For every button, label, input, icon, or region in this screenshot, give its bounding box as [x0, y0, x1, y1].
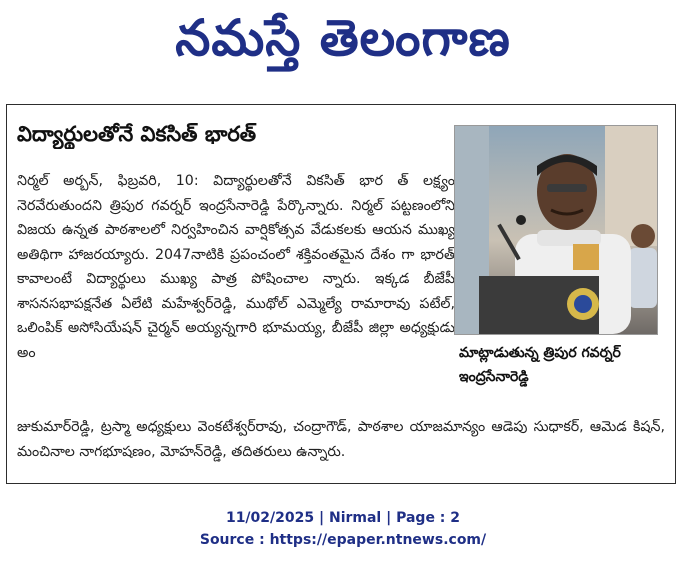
newspaper-masthead: నమస్తే తెలంగాణ	[175, 9, 511, 67]
photo-caption: మాట్లాడుతున్న త్రిపుర గవర్నర్ ఇంద్రసేనారెడ్డి	[459, 345, 621, 385]
article-body-continued: జుకుమార్‌రెడ్డి, ట్రస్మా అధ్యక్షులు వెంకటేశ్వర్‌రావు, చంద్రాగౌడ్, పాఠశాల యాజమాన్యం ఆడెపు సుధాకర్, ఆమెడ కిషన్, మంచినాల నాగభూషణం, మోహన్‌రెడ్డి, తదితరులు ఉన్నారు.	[17, 419, 665, 460]
article-body: నిర్మల్ అర్బన్, ఫిబ్రవరి, 10: విద్యార్థులతోనే వికసిత్ భార త్ లక్ష్యం నెరవేరుతుందని త్రిపుర గవర్నర్ ఇంద్రసేనారెడ్డి పేర్కొన్నారు. నిర్మల్ పట్టణంలోని విజయ ఉన్నత పాఠశాలలో నిర్వహించిన వార్షికోత్సవ వేడుకలకు ఆయన ముఖ్య అతిథిగా హాజరయ్యారు. 2047నాటికి ప్రపంచంలో శక్తివంతమైన దేశం గా భారత్ కావాలంటే విద్యార్థులు ముఖ్య పాత్ర పోషించాల న్నారు. ఇక్కడ బీజేపీ శాసనసభాపక్షనేత ఏలేటి మహేశ్వర్‌రెడ్డి, ముథోల్ ఎమ్మెల్యే రామారావు పటేల్, ఒలింపిక్ అసోసియేషన్ చైర్మన్ అయ్యన్నగారి భూమయ్య, బీజేపీ జిల్లా అధ్యక్షుడు అం	[17, 173, 455, 361]
source-line: Source : https://epaper.ntnews.com/	[199, 532, 487, 548]
edition-date-line: 11/02/2025 | Nirmal | Page : 2	[225, 510, 461, 526]
governor-photo	[454, 125, 658, 335]
article-headline: విద్యార్థులతోనే వికసిత్ భారత్	[17, 122, 257, 146]
news-clipping	[6, 104, 676, 484]
